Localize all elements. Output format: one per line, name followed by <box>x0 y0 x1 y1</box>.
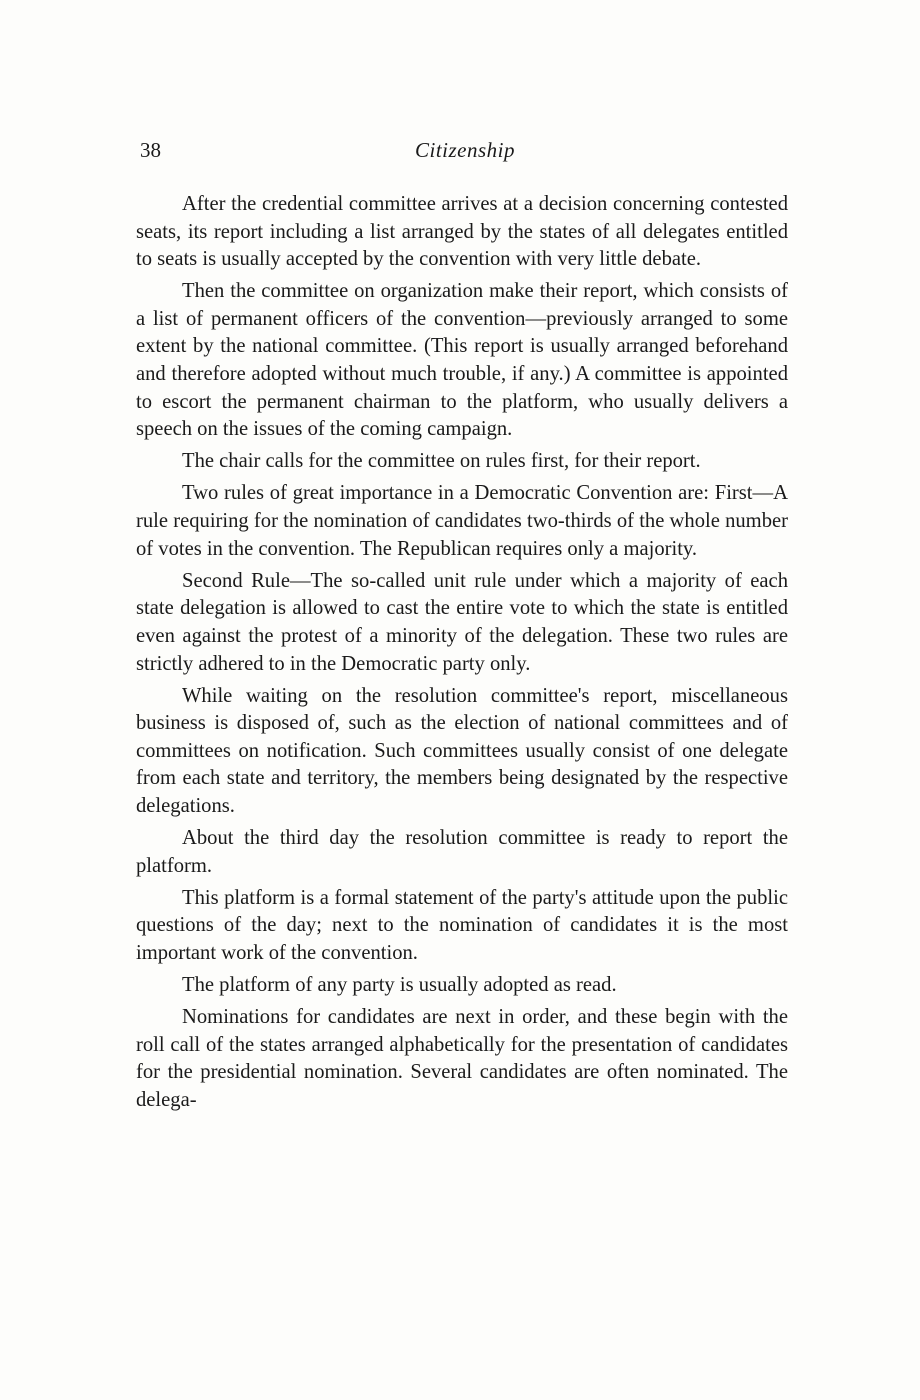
paragraph-credential-committee: After the credential committee arrives at a decision concerning contested seats, its report including a list arranged by the states of all delegates entitled to seats is usually accepted by the convention with very little debate. <box>136 193 788 271</box>
paragraph-miscellaneous-business: While waiting on the resolution committee's report, miscellaneous business is disposed of, such as the election of national committees and of committees on notification. Such committees usually consist of one delegate from each state and territory, the members being designated by the respective delegations. <box>136 684 788 817</box>
paragraph-third-day: About the third day the resolution committee is ready to report the platform. <box>136 827 788 877</box>
paragraph-platform-adopted: The platform of any party is usually adopted as read. <box>182 974 617 997</box>
paragraph-committee-on-organization: Then the committee on organization make their report, which consists of a list of permanent officers of the convention—previously arranged to some extent by the national committee. (This report is usually arranged beforehand and therefore adopted without much trouble, if any.) A committee is appointed to escort the permanent chairman to the platform, who usually delivers a speech on the issues of the coming campaign. <box>136 280 788 441</box>
paragraph-committee-on-rules: The chair calls for the committee on rules first, for their report. <box>182 450 701 473</box>
page-number: 38 <box>140 138 161 162</box>
running-title: Citizenship <box>414 138 515 162</box>
paragraph-nominations: Nominations for candidates are next in order, and these begin with the roll call of the states arranged alphabetically for the presentation of candidates for the presidential nomination. Several candidates are often nominated. The delega- <box>136 1006 788 1111</box>
page-header <box>140 138 790 168</box>
paragraph-unit-rule: Second Rule—The so-called unit rule under which a majority of each state delegation is allowed to cast the entire vote to which the state is entitled even against the protest of a minority of the delegation. These two rules are strictly adhered to in the Democratic party only. <box>136 569 788 675</box>
paragraph-two-rules: Two rules of great importance in a Democratic Convention are: First—A rule requiring for the nomination of candidates two-thirds of the whole number of votes in the convention. The Republican requires only a majority. <box>136 482 788 560</box>
body-text <box>136 191 788 1119</box>
paragraph-platform-statement: This platform is a formal statement of the party's attitude upon the public questions of the day; next to the nomination of candidates it is the most important work of the convention. <box>136 886 788 964</box>
